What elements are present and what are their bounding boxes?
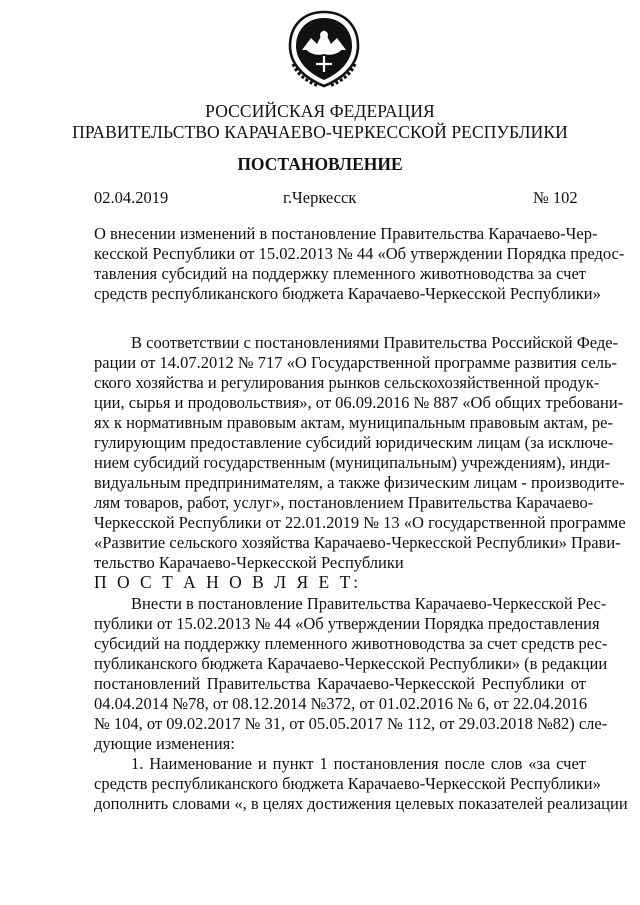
amendment-line: публики от 15.02.2013 № 44 «Об утверждении Порядка предоставления	[94, 614, 600, 633]
preamble-line: видуальным предпринимателям, а также физическим лицам - производите-	[94, 473, 625, 492]
preamble-line: рации от 14.07.2012 № 717 «О Государственной программе развития сель-	[94, 353, 617, 372]
document-number: № 102	[533, 188, 578, 207]
preamble-line: ции, сырья и продовольствия», от 06.09.2016 № 887 «Об общих требовани-	[94, 393, 624, 412]
preamble-line: ях к нормативным правовым актам, муниципальным правовым актам, ре-	[94, 413, 613, 432]
item-1-line: дополнить словами «, в целях достижения целевых показателей реализации	[94, 794, 628, 813]
preamble-line: В соответствии с постановлениями Правительства Российской Феде-	[131, 333, 619, 352]
decree-word: П О С Т А Н О В Л Я Е Т:	[94, 572, 362, 592]
amendment-line: 04.04.2014 №78, от 08.12.2014 №372, от 01.02.2016 № 6, от 22.04.2016	[94, 694, 588, 713]
amendment-line: дующие изменения:	[94, 734, 235, 753]
preamble-line: нием субсидий государственным (муниципальным) учреждениям), инди-	[94, 453, 611, 472]
amendment-line: постановлений Правительства Карачаево-Черкесской Республики от	[94, 674, 586, 693]
document-type-title: ПОСТАНОВЛЕНИЕ	[237, 154, 403, 174]
government-heading: ПРАВИТЕЛЬСТВО КАРАЧАЕВО-ЧЕРКЕССКОЙ РЕСПУБЛИКИ	[72, 122, 568, 142]
preamble-line: лям товаров, работ, услуг», постановлением Правительства Карачаево-	[94, 493, 594, 512]
amendment-line: Внести в постановление Правительства Карачаево-Черкесской Рес-	[131, 594, 607, 613]
preamble-line: тельство Карачаево-Черкесской Республики	[94, 553, 404, 572]
preamble-line: Черкесской Республики от 22.01.2019 № 13 «О государственной программе	[94, 513, 626, 532]
amendment-line: публиканского бюджета Карачаево-Черкесской Республики» (в редакции	[94, 654, 608, 673]
document-city: г.Черкесск	[283, 188, 357, 207]
amendment-line: № 104, от 09.02.2017 № 31, от 05.05.2017 № 112, от 29.03.2018 №82) сле-	[94, 714, 608, 733]
coat-of-arms-icon	[283, 8, 365, 90]
subject-line: О внесении изменений в постановление Правительства Карачаево-Чер-	[94, 224, 598, 243]
document-date: 02.04.2019	[94, 188, 169, 207]
subject-line: тавления субсидий на поддержку племенного животноводства за счет	[94, 264, 586, 283]
country-heading: РОССИЙСКАЯ ФЕДЕРАЦИЯ	[205, 101, 435, 121]
subject-line: кесской Республики от 15.02.2013 № 44 «Об утверждении Порядка предос-	[94, 244, 625, 263]
item-1-line: средств республиканского бюджета Карачаево-Черкесской Республики»	[94, 774, 601, 793]
item-1-line: 1. Наименование и пункт 1 постановления после слов «за счет	[131, 754, 586, 773]
amendment-line: субсидий на поддержку племенного животноводства за счет средств рес-	[94, 634, 608, 653]
subject-line: средств республиканского бюджета Карачаево-Черкесской Республики»	[94, 284, 601, 303]
preamble-line: гулирующим предоставление субсидий юридическим лицам (за исключе-	[94, 433, 614, 452]
preamble-line: ского хозяйства и регулирования рынков сельскохозяйственной продук-	[94, 373, 600, 392]
preamble-line: «Развитие сельского хозяйства Карачаево-Черкесской Республики» Прави-	[94, 533, 621, 552]
